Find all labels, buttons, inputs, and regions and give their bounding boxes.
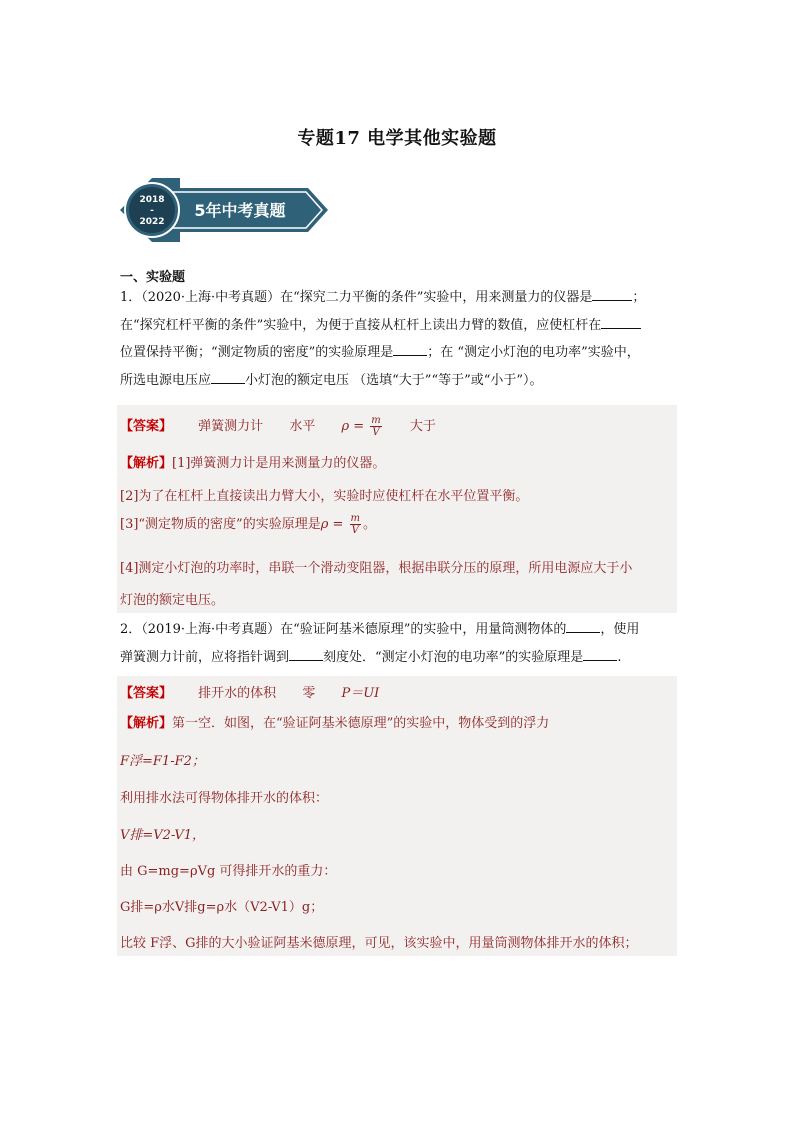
q1-line-2: 在“探究杠杆平衡的条件”实验中，为便于直接从杠杆上读出力臂的数值，应使杠杆在	[120, 312, 676, 340]
answer-label: 【答案】	[120, 419, 173, 434]
banner-year-sep: -	[150, 206, 154, 216]
section-heading: 一、实验题	[120, 270, 186, 285]
q1-analysis-1: 【解析】[1]弹簧测力计是用来测量力的仪器。	[120, 456, 386, 471]
q1-answer-block	[117, 405, 677, 613]
q2-analysis-6: G排=ρ水V排g=ρ水（V2-V1）g；	[120, 900, 324, 915]
q2-analysis-1: 【解析】第一空．如图，在“验证阿基米德原理”的实验中，物体受到的浮力	[120, 716, 550, 731]
q2-analysis-4: V排=V2-V1，	[120, 828, 206, 843]
q2-line-2: 弹簧测力计前，应将指针调到 刻度处．“测定小灯泡的电功率”的实验原理是 .	[120, 649, 622, 665]
q1-line-4: 所选电源电压应 小灯泡的额定电压 （选填“大于”“等于”或“小于”）。	[120, 372, 543, 388]
q1-answer-3-rho: ρ =	[341, 419, 365, 434]
q1-answer-1: 弹簧测力计	[198, 419, 264, 434]
q1-analysis-2: [2]为了在杠杆上直接读出力臂大小，实验时应使杠杆在水平位置平衡。	[120, 489, 529, 504]
q1-analysis-4a: [4]测定小灯泡的功率时，串联一个滑动变阻器，根据串联分压的原理，所用电源应大于小	[120, 561, 633, 576]
question-2	[120, 616, 676, 671]
q1-analysis-3: [3]“测定物质的密度”的实验原理是ρ = $\frac{m}{V}$ 。	[120, 513, 377, 536]
banner-year-bottom: 2022	[139, 217, 165, 227]
q1-answer-2: 水平	[289, 419, 316, 434]
q1-answer-4: 大于	[409, 419, 436, 434]
q1-line-1: 1．（2020·上海·中考真题）在“探究二力平衡的条件”实验中，用来测量力的仪器是 ；	[120, 290, 646, 305]
banner-label: 5年中考真题	[194, 201, 286, 220]
document-title: 专题17 电学其他实验题	[297, 128, 497, 149]
q1-answer-3-fraction: $\frac{m}{V}$	[371, 415, 381, 438]
exam-years-banner	[120, 178, 330, 242]
q2-analysis-3: 利用排水法可得物体排开水的体积：	[120, 791, 329, 806]
q1-answer-line	[120, 415, 436, 438]
q2-line-1: 2．（2019·上海·中考真题）在“验证阿基米德原理”的实验中，用量筒测物体的 ，使用	[120, 622, 640, 637]
banner-year-top: 2018	[139, 195, 165, 205]
q1-line-3: 位置保持平衡；“测定物质的密度”的实验原理是 ；在 “测定小灯泡的电功率”实验中，	[120, 345, 640, 360]
question-1	[120, 284, 676, 394]
q2-answer-block	[117, 676, 677, 956]
q1-analysis-4b: 灯泡的额定电压。	[120, 593, 225, 608]
q2-answer-3: P＝UI	[341, 686, 380, 701]
q2-analysis-5: 由 G=mg=ρVg 可得排开水的重力：	[120, 864, 337, 879]
q1-analysis-fraction: $\frac{m}{V}$	[350, 513, 361, 536]
q2-answer-1: 排开水的体积	[198, 686, 277, 701]
q2-answer-2: 零	[302, 686, 316, 701]
q2-analysis-7: 比较 F浮、G排的大小验证阿基米德原理，可见，该实验中，用量筒测物体排开水的体积；	[120, 936, 638, 951]
q2-analysis-2: F浮=F1-F2；	[120, 754, 205, 769]
q2-answer-line: 【答案】 排开水的体积 零 P＝UI	[120, 686, 380, 701]
